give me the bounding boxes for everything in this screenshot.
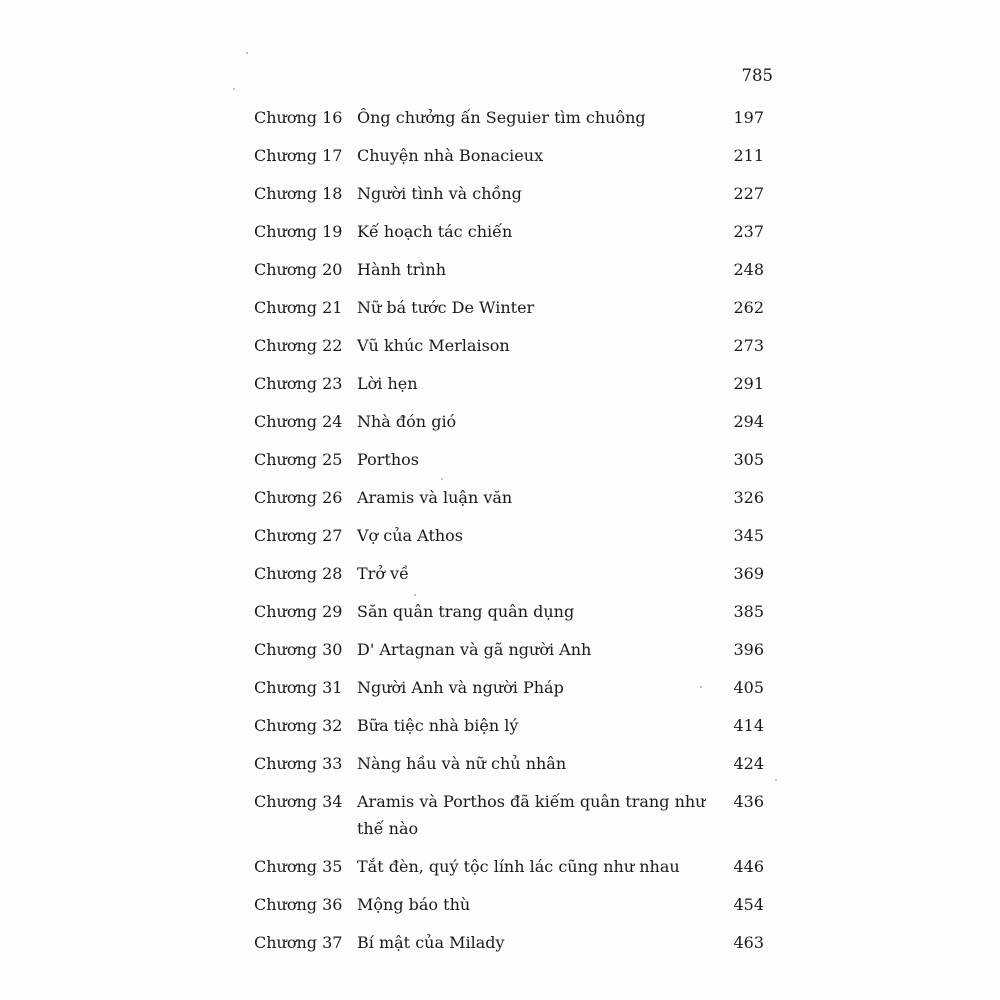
toc-chapter-label: Chương 24 — [254, 412, 343, 431]
toc-chapter-title: Aramis và luận văn — [357, 488, 513, 507]
toc-chapter-title: Kế hoạch tác chiến — [357, 222, 513, 241]
toc-chapter-title: Lời hẹn — [357, 374, 418, 393]
toc-chapter-label: Chương 28 — [254, 564, 343, 583]
toc-entry — [254, 636, 764, 663]
toc-chapter-title: Nàng hầu và nữ chủ nhân — [357, 754, 567, 773]
toc-chapter-label: Chương 31 — [254, 678, 343, 697]
toc-page-number: 446 — [733, 857, 764, 876]
toc-entry — [254, 598, 764, 625]
toc-chapter-label: Chương 30 — [254, 640, 343, 659]
toc-page-number: 424 — [733, 754, 764, 773]
toc-entry — [254, 408, 764, 435]
toc-page-number: 369 — [733, 564, 764, 583]
toc-chapter-title: Porthos — [357, 450, 419, 469]
toc-chapter-label: Chương 33 — [254, 754, 343, 773]
toc-page-number: 345 — [733, 526, 764, 545]
toc-page-number: 262 — [733, 298, 764, 317]
toc-page-number: 237 — [733, 222, 764, 241]
toc-chapter-label: Chương 21 — [254, 298, 343, 317]
toc-chapter-title: Săn quân trang quân dụng — [357, 602, 575, 621]
toc-chapter-label: Chương 23 — [254, 374, 343, 393]
toc-page-number: 227 — [733, 184, 764, 203]
table-of-contents — [254, 104, 764, 967]
toc-entry — [254, 674, 764, 701]
toc-entry — [254, 484, 764, 511]
toc-entry — [254, 294, 764, 321]
toc-chapter-title: Trở về — [357, 564, 409, 583]
toc-chapter-title: Vũ khúc Merlaison — [357, 336, 510, 355]
toc-page-number: 454 — [733, 895, 764, 914]
toc-chapter-title: Hành trình — [357, 260, 446, 279]
page-number: 785 — [741, 66, 773, 85]
toc-entry — [254, 522, 764, 549]
toc-page-number: 273 — [733, 336, 764, 355]
toc-entry — [254, 788, 764, 842]
toc-chapter-title: Ông chưởng ấn Seguier tìm chuông — [357, 108, 646, 127]
toc-chapter-title: Chuyện nhà Bonacieux — [357, 146, 544, 165]
toc-chapter-title: Người Anh và người Pháp — [357, 678, 564, 697]
toc-page-number: 436 — [733, 792, 764, 811]
toc-page-number: 211 — [733, 146, 764, 165]
toc-entry — [254, 560, 764, 587]
toc-page-number: 463 — [733, 933, 764, 952]
toc-page-number: 305 — [733, 450, 764, 469]
toc-chapter-label: Chương 36 — [254, 895, 343, 914]
toc-chapter-title: Bữa tiệc nhà biện lý — [357, 716, 519, 735]
toc-chapter-title: Tắt đèn, quý tộc lính lác cũng như nhau — [357, 857, 680, 876]
toc-page-number: 385 — [733, 602, 764, 621]
toc-entry — [254, 712, 764, 739]
toc-chapter-title: Bí mật của Milady — [357, 933, 505, 952]
toc-entry — [254, 750, 764, 777]
paper-speck — [246, 52, 248, 54]
toc-page-number: 414 — [733, 716, 764, 735]
toc-chapter-label: Chương 34 — [254, 792, 343, 811]
toc-page-number: 294 — [733, 412, 764, 431]
toc-entry — [254, 929, 764, 956]
toc-entry — [254, 256, 764, 283]
paper-speck — [775, 779, 777, 781]
toc-chapter-label: Chương 16 — [254, 108, 343, 127]
toc-chapter-label: Chương 17 — [254, 146, 343, 165]
toc-page-number: 405 — [733, 678, 764, 697]
toc-entry — [254, 180, 764, 207]
toc-chapter-label: Chương 27 — [254, 526, 343, 545]
toc-chapter-title: Nhà đón gió — [357, 412, 457, 431]
toc-chapter-label: Chương 22 — [254, 336, 343, 355]
toc-entry — [254, 332, 764, 359]
toc-entry — [254, 218, 764, 245]
toc-chapter-label: Chương 20 — [254, 260, 343, 279]
toc-chapter-label: Chương 35 — [254, 857, 343, 876]
toc-page-number: 396 — [733, 640, 764, 659]
toc-chapter-label: Chương 29 — [254, 602, 343, 621]
toc-entry — [254, 853, 764, 880]
toc-chapter-title: Nữ bá tước De Winter — [357, 298, 535, 317]
toc-chapter-title: Aramis và Porthos đã kiếm quân trang như thế nào — [357, 792, 706, 838]
toc-chapter-label: Chương 26 — [254, 488, 343, 507]
toc-chapter-label: Chương 32 — [254, 716, 343, 735]
toc-page-number: 291 — [733, 374, 764, 393]
toc-page-number: 197 — [733, 108, 764, 127]
toc-entry — [254, 891, 764, 918]
toc-chapter-title: Vợ của Athos — [357, 526, 464, 545]
toc-chapter-label: Chương 37 — [254, 933, 343, 952]
toc-chapter-title: Người tình và chồng — [357, 184, 522, 203]
toc-chapter-title: D' Artagnan và gã người Anh — [357, 640, 592, 659]
paper-speck — [233, 88, 235, 90]
toc-entry — [254, 446, 764, 473]
toc-chapter-title: Mộng báo thù — [357, 895, 471, 914]
toc-chapter-label: Chương 19 — [254, 222, 343, 241]
toc-page-number: 248 — [733, 260, 764, 279]
toc-entry — [254, 142, 764, 169]
toc-page-number: 326 — [733, 488, 764, 507]
toc-entry — [254, 370, 764, 397]
toc-chapter-label: Chương 18 — [254, 184, 343, 203]
toc-chapter-label: Chương 25 — [254, 450, 343, 469]
toc-entry — [254, 104, 764, 131]
